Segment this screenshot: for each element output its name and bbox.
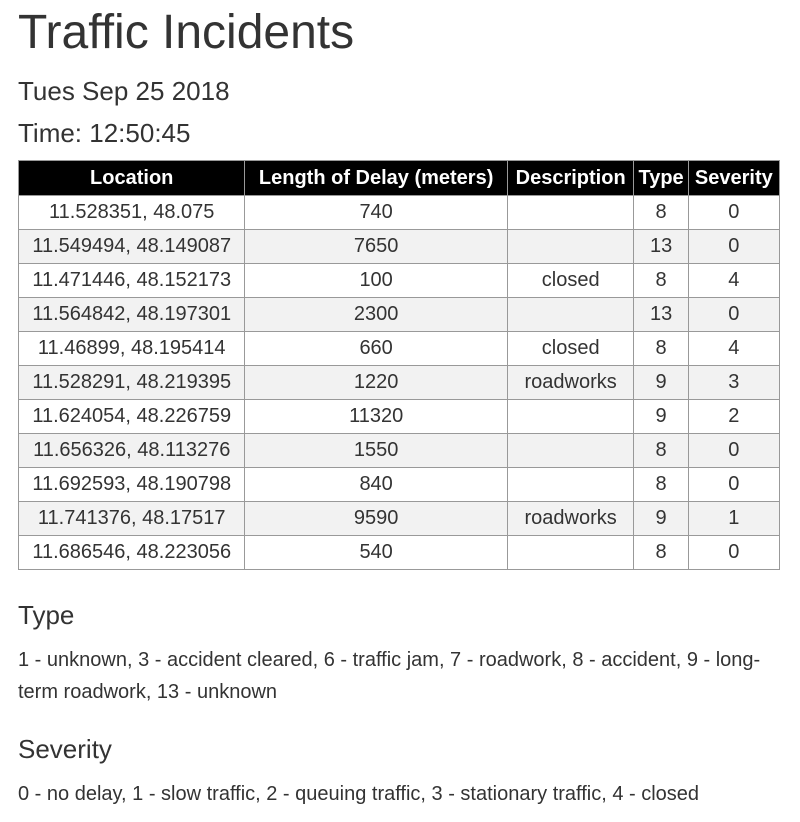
cell-severity: 2 <box>688 400 779 434</box>
cell-type: 9 <box>634 502 688 536</box>
cell-location: 11.46899, 48.195414 <box>19 332 245 366</box>
cell-type: 9 <box>634 400 688 434</box>
cell-description <box>507 298 634 332</box>
cell-delay: 9590 <box>245 502 507 536</box>
column-header-description: Description <box>507 161 634 196</box>
cell-description: roadworks <box>507 502 634 536</box>
cell-location: 11.741376, 48.17517 <box>19 502 245 536</box>
cell-location: 11.624054, 48.226759 <box>19 400 245 434</box>
table-row <box>19 196 780 230</box>
cell-type: 8 <box>634 536 688 570</box>
cell-location: 11.549494, 48.149087 <box>19 230 245 264</box>
type-legend-text: 1 - unknown, 3 - accident cleared, 6 - traffic jam, 7 - roadwork, 8 - accident, 9 - long-term roadwork, 13 - unknown <box>18 649 761 703</box>
cell-type: 8 <box>634 332 688 366</box>
cell-delay: 7650 <box>245 230 507 264</box>
table-row <box>19 400 780 434</box>
cell-description: roadworks <box>507 366 634 400</box>
cell-type: 8 <box>634 468 688 502</box>
column-header-delay: Length of Delay (meters) <box>245 161 507 196</box>
cell-description <box>507 196 634 230</box>
cell-severity: 0 <box>688 536 779 570</box>
cell-severity: 0 <box>688 196 779 230</box>
cell-description <box>507 434 634 468</box>
severity-legend-heading: Severity <box>18 734 112 764</box>
cell-severity: 0 <box>688 230 779 264</box>
cell-description: closed <box>507 264 634 298</box>
cell-type: 13 <box>634 298 688 332</box>
cell-location: 11.471446, 48.152173 <box>19 264 245 298</box>
column-header-type: Type <box>634 161 688 196</box>
cell-delay: 100 <box>245 264 507 298</box>
table-body <box>19 196 780 570</box>
cell-type: 13 <box>634 230 688 264</box>
cell-severity: 4 <box>688 264 779 298</box>
cell-delay: 1550 <box>245 434 507 468</box>
table-row <box>19 264 780 298</box>
cell-severity: 0 <box>688 434 779 468</box>
cell-severity: 0 <box>688 298 779 332</box>
date-label: Tues Sep 25 2018 <box>18 76 230 106</box>
table-row <box>19 536 780 570</box>
time-label: Time: 12:50:45 <box>18 118 191 148</box>
column-header-severity: Severity <box>688 161 779 196</box>
cell-location: 11.528351, 48.075 <box>19 196 245 230</box>
table-row <box>19 332 780 366</box>
cell-severity: 4 <box>688 332 779 366</box>
table-row <box>19 298 780 332</box>
cell-delay: 660 <box>245 332 507 366</box>
cell-type: 8 <box>634 434 688 468</box>
cell-severity: 1 <box>688 502 779 536</box>
table-row <box>19 230 780 264</box>
cell-description <box>507 230 634 264</box>
cell-delay: 2300 <box>245 298 507 332</box>
cell-delay: 1220 <box>245 366 507 400</box>
cell-description <box>507 468 634 502</box>
table-header-row <box>19 161 780 196</box>
table-row <box>19 434 780 468</box>
cell-type: 8 <box>634 196 688 230</box>
cell-type: 9 <box>634 366 688 400</box>
severity-legend-text: 0 - no delay, 1 - slow traffic, 2 - queuing traffic, 3 - stationary traffic, 4 - closed <box>18 783 700 805</box>
cell-delay: 11320 <box>245 400 507 434</box>
cell-severity: 0 <box>688 468 779 502</box>
cell-location: 11.692593, 48.190798 <box>19 468 245 502</box>
cell-description <box>507 400 634 434</box>
table-row <box>19 502 780 536</box>
type-legend-heading: Type <box>18 600 75 630</box>
cell-type: 8 <box>634 264 688 298</box>
table-row <box>19 366 780 400</box>
page-title: Traffic Incidents <box>18 6 355 59</box>
incidents-table <box>18 160 780 570</box>
cell-description <box>507 536 634 570</box>
column-header-location: Location <box>19 161 245 196</box>
cell-description: closed <box>507 332 634 366</box>
cell-location: 11.686546, 48.223056 <box>19 536 245 570</box>
cell-delay: 540 <box>245 536 507 570</box>
table-row <box>19 468 780 502</box>
cell-location: 11.564842, 48.197301 <box>19 298 245 332</box>
cell-location: 11.656326, 48.113276 <box>19 434 245 468</box>
cell-delay: 740 <box>245 196 507 230</box>
cell-location: 11.528291, 48.219395 <box>19 366 245 400</box>
cell-delay: 840 <box>245 468 507 502</box>
cell-severity: 3 <box>688 366 779 400</box>
